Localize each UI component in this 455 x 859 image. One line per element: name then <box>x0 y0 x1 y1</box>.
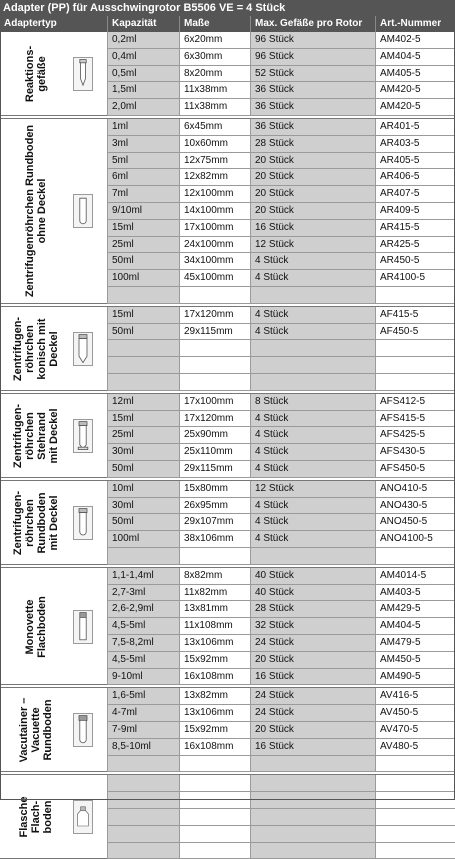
capacity-cell: 50ml <box>107 514 179 531</box>
capacity-cell: 8,5-10ml <box>107 739 179 756</box>
article-number-cell: AFS412-5 <box>375 394 455 411</box>
vacutainer-icon <box>73 713 93 747</box>
max-per-rotor-cell: 4 Stück <box>250 324 375 341</box>
article-number-cell: AR407-5 <box>375 186 455 203</box>
group-label-cell <box>0 394 107 478</box>
max-per-rotor-cell: 52 Stück <box>250 66 375 83</box>
header-adapter-type: Adaptertyp <box>0 16 107 32</box>
article-number-cell: AM420-5 <box>375 82 455 99</box>
dimensions-cell: 12x82mm <box>179 169 250 186</box>
max-per-rotor-cell <box>250 340 375 357</box>
capacity-cell <box>107 756 179 773</box>
dimensions-cell: 17x100mm <box>179 220 250 237</box>
group-label: Zentrifugenröhrchen Rundboden ohne Deckel <box>24 125 48 298</box>
monovette-icon <box>73 610 93 644</box>
capacity-cell: 25ml <box>107 427 179 444</box>
article-number-cell: AR450-5 <box>375 253 455 270</box>
dimensions-cell: 26x95mm <box>179 498 250 515</box>
max-per-rotor-cell: 4 Stück <box>250 411 375 428</box>
capacity-cell: 1,5ml <box>107 82 179 99</box>
max-per-rotor-cell <box>250 843 375 859</box>
max-per-rotor-cell <box>250 826 375 843</box>
article-number-cell: AFS450-5 <box>375 461 455 478</box>
max-per-rotor-cell: 4 Stück <box>250 444 375 461</box>
dimensions-cell: 8x82mm <box>179 568 250 585</box>
max-per-rotor-cell <box>250 809 375 826</box>
header-max-per-rotor: Max. Gefäße pro Rotor <box>250 16 375 32</box>
round-bottom-capped-tube-icon <box>73 506 93 540</box>
capacity-cell: 2,0ml <box>107 99 179 116</box>
header-capacity: Kapazität <box>107 16 179 32</box>
article-number-cell: AM420-5 <box>375 99 455 116</box>
capacity-cell: 12ml <box>107 394 179 411</box>
article-number-cell <box>375 843 455 859</box>
article-number-cell: ANO430-5 <box>375 498 455 515</box>
dimensions-cell <box>179 374 250 391</box>
group-label: Zentrifugen- röhrchen Rundboden mit Deckel <box>12 490 60 555</box>
dimensions-cell <box>179 340 250 357</box>
dimensions-cell: 25x90mm <box>179 427 250 444</box>
article-number-cell: AM429-5 <box>375 601 455 618</box>
standing-rim-tube-icon <box>73 419 93 453</box>
max-per-rotor-cell <box>250 548 375 565</box>
capacity-cell: 15ml <box>107 411 179 428</box>
article-number-cell <box>375 287 455 304</box>
max-per-rotor-cell: 4 Stück <box>250 498 375 515</box>
dimensions-cell: 6x45mm <box>179 119 250 136</box>
max-per-rotor-cell: 24 Stück <box>250 635 375 652</box>
dimensions-cell: 45x100mm <box>179 270 250 287</box>
max-per-rotor-cell: 36 Stück <box>250 82 375 99</box>
capacity-cell: 3ml <box>107 136 179 153</box>
max-per-rotor-cell: 96 Stück <box>250 32 375 49</box>
article-number-cell: ANO450-5 <box>375 514 455 531</box>
dimensions-cell <box>179 357 250 374</box>
max-per-rotor-cell: 4 Stück <box>250 427 375 444</box>
group-label: Zentrifugen- röhrchen Stehrand mit Deckel <box>12 403 60 468</box>
flat-bottom-bottle-icon <box>73 800 93 834</box>
capacity-cell: 0,5ml <box>107 66 179 83</box>
capacity-cell: 50ml <box>107 461 179 478</box>
group-label: Zentrifugen- röhrchen konisch mit Deckel <box>12 316 60 381</box>
article-number-cell <box>375 357 455 374</box>
capacity-cell: 15ml <box>107 307 179 324</box>
article-number-cell: AR415-5 <box>375 220 455 237</box>
group-label: Vacutainer – Vacuette Rundboden <box>18 697 54 763</box>
article-number-cell: AR405-5 <box>375 153 455 170</box>
capacity-cell <box>107 843 179 859</box>
capacity-cell: 2,7-3ml <box>107 585 179 602</box>
max-per-rotor-cell: 20 Stück <box>250 169 375 186</box>
capacity-cell: 7,5-8,2ml <box>107 635 179 652</box>
article-number-cell: AR406-5 <box>375 169 455 186</box>
article-number-cell <box>375 792 455 809</box>
group-label: Monovette Flachboden <box>24 595 48 658</box>
group-label-cell <box>0 481 107 565</box>
dimensions-cell: 13x106mm <box>179 705 250 722</box>
article-number-cell <box>375 775 455 792</box>
capacity-cell: 15ml <box>107 220 179 237</box>
max-per-rotor-cell <box>250 792 375 809</box>
group-label: Reaktions- gefäße <box>24 45 48 103</box>
article-number-cell: AFS425-5 <box>375 427 455 444</box>
dimensions-cell: 11x38mm <box>179 82 250 99</box>
capacity-cell <box>107 792 179 809</box>
dimensions-cell: 13x81mm <box>179 601 250 618</box>
max-per-rotor-cell: 24 Stück <box>250 705 375 722</box>
article-number-cell <box>375 340 455 357</box>
dimensions-cell: 34x100mm <box>179 253 250 270</box>
capacity-cell: 9/10ml <box>107 203 179 220</box>
max-per-rotor-cell: 16 Stück <box>250 669 375 686</box>
max-per-rotor-cell <box>250 357 375 374</box>
max-per-rotor-cell: 4 Stück <box>250 531 375 548</box>
capacity-cell: 5ml <box>107 153 179 170</box>
max-per-rotor-cell: 8 Stück <box>250 394 375 411</box>
capacity-cell: 4,5-5ml <box>107 618 179 635</box>
dimensions-cell: 15x80mm <box>179 481 250 498</box>
dimensions-cell: 11x82mm <box>179 585 250 602</box>
capacity-cell <box>107 826 179 843</box>
dimensions-cell: 38x106mm <box>179 531 250 548</box>
article-number-cell: AFS430-5 <box>375 444 455 461</box>
article-number-cell: AF415-5 <box>375 307 455 324</box>
dimensions-cell: 17x100mm <box>179 394 250 411</box>
capacity-cell <box>107 775 179 792</box>
capacity-cell: 4,5-5ml <box>107 652 179 669</box>
dimensions-cell: 29x115mm <box>179 461 250 478</box>
capacity-cell: 9-10ml <box>107 669 179 686</box>
article-number-cell: AM450-5 <box>375 652 455 669</box>
max-per-rotor-cell: 16 Stück <box>250 220 375 237</box>
article-number-cell <box>375 756 455 773</box>
article-number-cell: AR4100-5 <box>375 270 455 287</box>
max-per-rotor-cell: 20 Stück <box>250 203 375 220</box>
capacity-cell: 7ml <box>107 186 179 203</box>
dimensions-cell: 17x120mm <box>179 411 250 428</box>
header-article-number: Art.-Nummer <box>375 16 455 32</box>
dimensions-cell <box>179 287 250 304</box>
table-title: Adapter (PP) für Ausschwingrotor B5506 VE = 4 Stück <box>0 0 455 16</box>
capacity-cell: 7-9ml <box>107 722 179 739</box>
header-dimensions: Maße <box>179 16 250 32</box>
capacity-cell: 1,1-1,4ml <box>107 568 179 585</box>
group-label-cell <box>0 119 107 304</box>
capacity-cell: 1,6-5ml <box>107 688 179 705</box>
dimensions-cell: 11x38mm <box>179 99 250 116</box>
dimensions-cell: 10x60mm <box>179 136 250 153</box>
capacity-cell: 6ml <box>107 169 179 186</box>
dimensions-cell: 24x100mm <box>179 237 250 254</box>
max-per-rotor-cell: 20 Stück <box>250 722 375 739</box>
dimensions-cell: 11x108mm <box>179 618 250 635</box>
capacity-cell: 0,4ml <box>107 49 179 66</box>
conical-tube-icon <box>73 332 93 366</box>
article-number-cell: AV450-5 <box>375 705 455 722</box>
max-per-rotor-cell: 32 Stück <box>250 618 375 635</box>
max-per-rotor-cell: 4 Stück <box>250 253 375 270</box>
capacity-cell: 1ml <box>107 119 179 136</box>
group-label-cell <box>0 307 107 391</box>
round-bottom-tube-icon <box>73 194 93 228</box>
group-label-cell <box>0 775 107 859</box>
capacity-cell: 30ml <box>107 498 179 515</box>
group-label-cell <box>0 568 107 686</box>
article-number-cell: AM404-5 <box>375 49 455 66</box>
capacity-cell: 25ml <box>107 237 179 254</box>
capacity-cell: 100ml <box>107 270 179 287</box>
max-per-rotor-cell: 4 Stück <box>250 514 375 531</box>
dimensions-cell: 15x92mm <box>179 652 250 669</box>
article-number-cell: AM402-5 <box>375 32 455 49</box>
article-number-cell: AV480-5 <box>375 739 455 756</box>
article-number-cell: ANO410-5 <box>375 481 455 498</box>
article-number-cell <box>375 809 455 826</box>
group-label: Flasche Flach- boden <box>18 796 54 838</box>
article-number-cell: AM404-5 <box>375 618 455 635</box>
max-per-rotor-cell: 4 Stück <box>250 270 375 287</box>
article-number-cell: AM403-5 <box>375 585 455 602</box>
dimensions-cell: 17x120mm <box>179 307 250 324</box>
capacity-cell: 2,6-2,9ml <box>107 601 179 618</box>
dimensions-cell: 16x108mm <box>179 739 250 756</box>
article-number-cell: AR425-5 <box>375 237 455 254</box>
article-number-cell: AM490-5 <box>375 669 455 686</box>
group-label-cell <box>0 688 107 772</box>
article-number-cell: AM405-5 <box>375 66 455 83</box>
max-per-rotor-cell: 24 Stück <box>250 688 375 705</box>
max-per-rotor-cell: 16 Stück <box>250 739 375 756</box>
max-per-rotor-cell: 20 Stück <box>250 153 375 170</box>
article-number-cell <box>375 374 455 391</box>
max-per-rotor-cell: 20 Stück <box>250 186 375 203</box>
dimensions-cell <box>179 756 250 773</box>
dimensions-cell: 25x110mm <box>179 444 250 461</box>
capacity-cell: 10ml <box>107 481 179 498</box>
max-per-rotor-cell: 28 Stück <box>250 136 375 153</box>
capacity-cell: 0,2ml <box>107 32 179 49</box>
dimensions-cell <box>179 775 250 792</box>
max-per-rotor-cell: 40 Stück <box>250 585 375 602</box>
group-label-cell <box>0 32 107 116</box>
capacity-cell <box>107 357 179 374</box>
dimensions-cell: 8x20mm <box>179 66 250 83</box>
article-number-cell: AR401-5 <box>375 119 455 136</box>
max-per-rotor-cell: 36 Stück <box>250 119 375 136</box>
dimensions-cell <box>179 548 250 565</box>
article-number-cell <box>375 548 455 565</box>
max-per-rotor-cell <box>250 287 375 304</box>
capacity-cell: 100ml <box>107 531 179 548</box>
article-number-cell <box>375 826 455 843</box>
article-number-cell: AR409-5 <box>375 203 455 220</box>
dimensions-cell: 6x30mm <box>179 49 250 66</box>
reaction-tube-icon <box>73 57 93 91</box>
max-per-rotor-cell: 4 Stück <box>250 461 375 478</box>
max-per-rotor-cell <box>250 374 375 391</box>
dimensions-cell: 29x107mm <box>179 514 250 531</box>
max-per-rotor-cell <box>250 775 375 792</box>
article-number-cell: ANO4100-5 <box>375 531 455 548</box>
capacity-cell: 50ml <box>107 324 179 341</box>
capacity-cell <box>107 287 179 304</box>
dimensions-cell: 12x75mm <box>179 153 250 170</box>
max-per-rotor-cell <box>250 756 375 773</box>
article-number-cell: AV470-5 <box>375 722 455 739</box>
dimensions-cell: 14x100mm <box>179 203 250 220</box>
capacity-cell <box>107 340 179 357</box>
article-number-cell: AM479-5 <box>375 635 455 652</box>
article-number-cell: AFS415-5 <box>375 411 455 428</box>
article-number-cell: AM4014-5 <box>375 568 455 585</box>
capacity-cell <box>107 548 179 565</box>
max-per-rotor-cell: 12 Stück <box>250 237 375 254</box>
max-per-rotor-cell: 36 Stück <box>250 99 375 116</box>
max-per-rotor-cell: 12 Stück <box>250 481 375 498</box>
dimensions-cell <box>179 826 250 843</box>
max-per-rotor-cell: 96 Stück <box>250 49 375 66</box>
article-number-cell: AV416-5 <box>375 688 455 705</box>
max-per-rotor-cell: 4 Stück <box>250 307 375 324</box>
article-number-cell: AF450-5 <box>375 324 455 341</box>
dimensions-cell: 13x106mm <box>179 635 250 652</box>
article-number-cell: AR403-5 <box>375 136 455 153</box>
dimensions-cell: 15x92mm <box>179 722 250 739</box>
dimensions-cell <box>179 809 250 826</box>
dimensions-cell: 16x108mm <box>179 669 250 686</box>
dimensions-cell: 12x100mm <box>179 186 250 203</box>
dimensions-cell <box>179 792 250 809</box>
capacity-cell <box>107 374 179 391</box>
max-per-rotor-cell: 20 Stück <box>250 652 375 669</box>
dimensions-cell: 6x20mm <box>179 32 250 49</box>
capacity-cell: 4-7ml <box>107 705 179 722</box>
dimensions-cell: 13x82mm <box>179 688 250 705</box>
max-per-rotor-cell: 28 Stück <box>250 601 375 618</box>
max-per-rotor-cell: 40 Stück <box>250 568 375 585</box>
dimensions-cell: 29x115mm <box>179 324 250 341</box>
capacity-cell: 50ml <box>107 253 179 270</box>
capacity-cell: 30ml <box>107 444 179 461</box>
capacity-cell <box>107 809 179 826</box>
dimensions-cell <box>179 843 250 859</box>
